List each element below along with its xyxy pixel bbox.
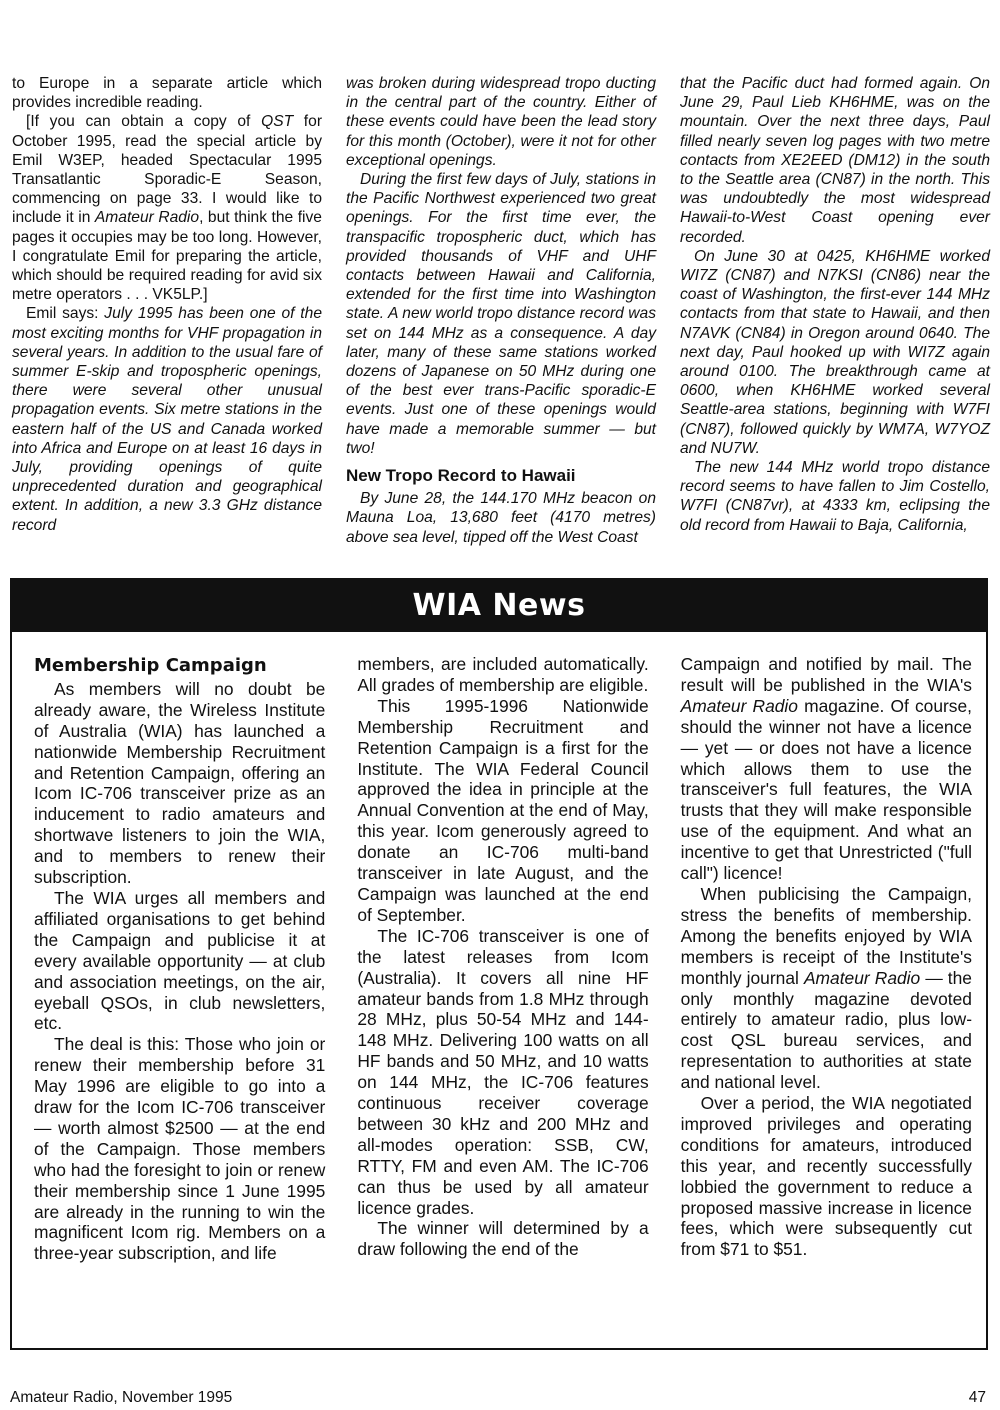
tropo-column-2 [346,74,656,554]
paragraph: to Europe in a separate article which provides incredible reading. [12,75,322,112]
paragraph: Campaign and notified by mail. The result will be published in the WIA's Amateur Radio magazine. Of course, should the winner not have a licence — yet — or does not have a licence which allows them to use the transceiver's full features, the WIA trusts that they will make responsible use of the equipment. And what an incentive to get that Unrestricted ("full call") licence! [680,654,972,884]
wia-news-columns [34,654,972,1344]
paragraph: By June 28, the 144.170 MHz beacon on Mauna Loa, 13,680 feet (4170 metres) above sea level, tipped off the West Coast [346,490,656,546]
news-heading: Membership Campaign [34,655,267,676]
paragraph: members, are included automatically. All grades of membership are eligible. [357,654,649,695]
paragraph: The IC-706 transceiver is one of the latest releases from Icom (Australia). It covers all nine HF amateur bands from 1.8 MHz through 28 MHz, plus 50-54 MHz and 144-148 MHz. Delivering 100 watts on all HF bands and 50 MHz, and 10 watts on 144 MHz, the IC-706 features continuous receiver coverage between 30 kHz and 200 MHz and all-modes operation: SSB, CW, RTTY, FM and even AM. The IC-706 can thus be used by all amateur licence grades. [357,925,649,1218]
paragraph: [If you can obtain a copy of QST for October 1995, read the special article by Emil W3EP, headed Spectacular 1995 Transatlantic Sporadic-E Season, commencing on page 33. I would like to include it in Amateur Radio, but think the five pages it occupies may be too long. However, I congratulate Emil for preparing the article, which should be required reading for avid six metre operators . . . VK5LP.] [12,113,323,304]
paragraph: The deal is this: Those who join or renew their membership before 31 May 1996 are eligible to go into a draw for the Icom IC-706 transceiver — worth almost $2500 — at the end of the Campaign. Those members who had the foresight to join or renew their membership since 1 June 1995 are already in the running to win the magnificent Icom rig. Members on a three-year subscription, and life [34,1034,326,1264]
paragraph: This 1995-1996 Nationwide Membership Recruitment and Retention Campaign is a first for the Institute. The WIA Federal Council approved the idea in principle at the Annual Convention at the end of May, this year. Icom generously agreed to donate an IC-706 multi-band transceiver in late August, and the Campaign was launched at the end of September. [357,695,649,925]
paragraph: As members will no doubt be already aware, the Wireless Institute of Australia (WIA) has launched a nationwide Membership Recruitment and Retention Campaign, offering an Icom IC-706 transceiver prize as an inducement to radio amateurs and shortwave listeners to join the WIA, and to members to renew their subscription. [34,678,326,888]
section-heading: New Tropo Record to Hawaii [346,466,576,486]
paragraph: The winner will determined by a draw following the end of the [357,1218,649,1260]
publication-name: Amateur Radio, November 1995 [10,1389,233,1406]
paragraph: The WIA urges all members and affiliated organisations to get behind the Campaign and publicise it at every available opportunity — at club and association meetings, on the air, eyeball QSOs, in club newsletters, etc. [34,887,326,1034]
news-column-2 [357,654,648,1344]
paragraph: Over a period, the WIA negotiated improved privileges and operating conditions for amateurs, introduced this year, and recently successfully lobbied the government to reduce a proposed massive increase in licence fees, which were subsequently cut from $71 to $51. [680,1093,972,1260]
paragraph: that the Pacific duct had formed again. On June 29, Paul Lieb KH6HME, was on the mountain. Over the next three days, Paul filled nearly seven log pages with two metre contacts from XE2EED (DM12) in the south to the Seattle area (CN87) in the north. This was undoubtedly the most widespread Hawaii-to-West Coast opening ever recorded. [680,75,990,246]
paragraph: was broken during widespread tropo ducting in the central part of the country. Either of these events could have been the lead story for this month (October), were it not for other exceptional openings. [346,75,656,169]
tropo-article [12,74,990,554]
news-column-1 [34,654,325,1344]
paragraph: During the first few days of July, stations in the Pacific Northwest experienced two great openings. For the first time ever, the transpacific tropospheric duct, which has provided thousands of VHF and UHF contacts between Hawaii and California, extended for the first time into Washington state. A new world tropo distance record was set on 144 MHz as a consequence. A day later, many of these same stations worked dozens of Japanese on 50 MHz during one of the best ever trans-Pacific sporadic-E events. Just one of these openings would have made a memorable summer — but two! [346,171,656,457]
wia-news-box [10,578,988,1350]
wia-news-banner: WIA News [12,580,986,632]
paragraph: On June 30 at 0425, KH6HME worked WI7Z (CN87) and N7KSI (CN86) near the coast of Washington, the first-ever 144 MHz contacts from that state to Hawaii, and then N7AVK (CN84) in Oregon around 0640. The next day, Paul hooked up with WI7Z again around 0100. The breakthrough came at 0600, when KH6HME worked several Seattle-area stations, beginning with W7FI (CN87), followed quickly by WM7A, W7YOZ and NU7W. [680,247,990,457]
tropo-column-1 [12,74,322,554]
page-number: 47 [968,1389,986,1406]
page-footer [10,1388,988,1408]
paragraph: Emil says: July 1995 has been one of the most exciting months for VHF propagation in several years. In addition to the usual fare of summer E-skip and tropospheric openings, there were several other unusual propagation events. Six metre stations in the eastern half of the US and Canada worked into Africa and Europe on at least 16 days in July, providing openings of quite unprecedented duration and geographical extent. In addition, a new 3.3 GHz distance record [12,305,322,534]
tropo-column-3 [680,74,990,554]
paragraph: The new 144 MHz world tropo distance record seems to have fallen to Jim Costello, W7FI (CN87vr), at 4333 km, eclipsing the old record from Hawaii to Baja, California, [680,459,990,534]
news-column-3 [681,654,972,1344]
paragraph: When publicising the Campaign, stress the benefits of membership. Among the benefits enjoyed by WIA members is receipt of the Institute's monthly journal Amateur Radio — the only monthly magazine devoted entirely to amateur radio, plus low-cost QSL bureau services, and representation to authorities at state and national level. [680,883,972,1093]
